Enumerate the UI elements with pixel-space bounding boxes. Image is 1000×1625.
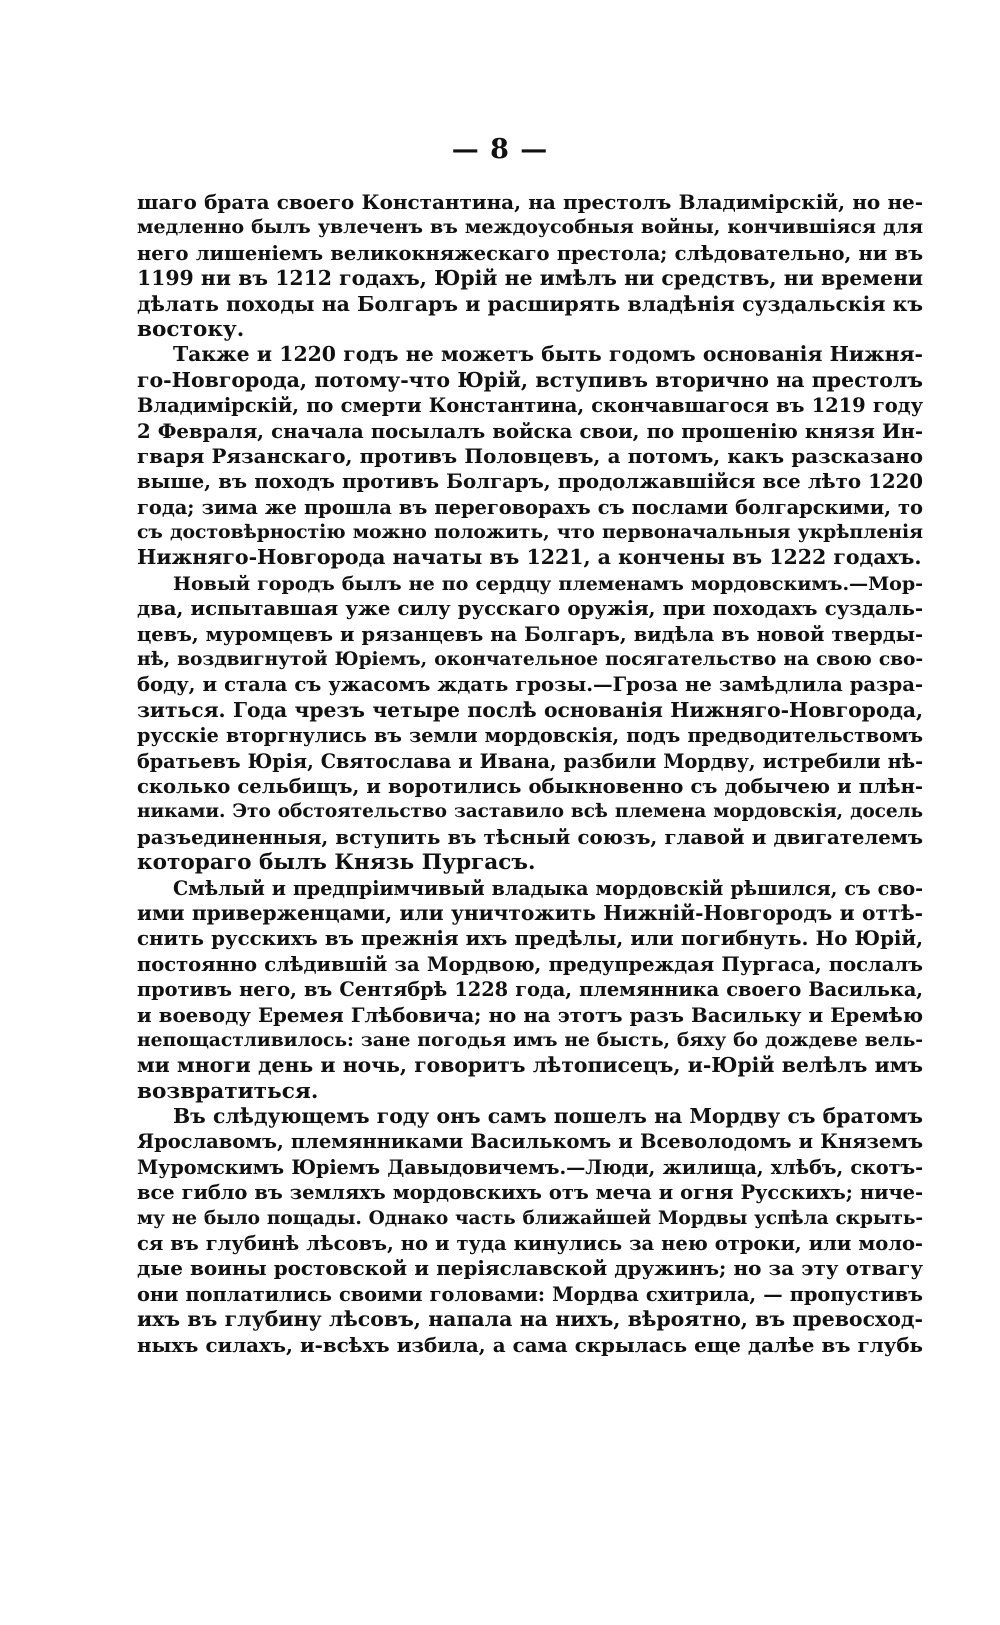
text-line: разъединенныя, вступить въ тѣсный союзъ, главой и двигателемъ <box>137 824 923 849</box>
text-line: сколько сельбищъ, и воротились обыкновенно съ добычею и плѣн- <box>137 774 923 798</box>
text-line: него лишеніемъ великокняжескаго престола; слѣдовательно, ни въ <box>137 241 923 265</box>
text-line: ми многи день и ночь, говоритъ лѣтописецъ, и-Юрій велѣлъ имъ <box>137 1053 923 1078</box>
text-line: гваря Рязанскаго, противъ Половцевъ, а потомъ, какъ разсказано <box>137 443 923 468</box>
text-line: востоку. <box>137 316 245 342</box>
text-line: шаго брата своего Константина, на престолъ Владимірскій, но не- <box>137 190 923 214</box>
text-line: снить русскихъ въ прежнія ихъ предѣлы, или погибнуть. Но Юрій, <box>137 926 923 951</box>
text-line: котораго былъ Князь Пургасъ. <box>137 850 536 876</box>
text-line: противъ него, въ Сентябрѣ 1228 года, племянника своего Василька, <box>137 978 923 1002</box>
text-line: го-Новгорода, потому-что Юрій, вступивъ вторично на престолъ <box>137 367 923 392</box>
text-line: ими приверженцами, или уничтожить Нижній-Новгородъ и оттѣ- <box>137 900 923 925</box>
text-line: русскіе вторгнулись въ земли мордовскія, подъ предводительствомъ <box>137 724 923 748</box>
text-line: и воеводу Еремея Глѣбовича; но на этотъ разъ Васильку и Еремѣю <box>137 1002 923 1027</box>
text-line: возвратиться. <box>137 1078 319 1104</box>
text-line: Въ слѣдующемъ году онъ самъ пошелъ на Мордву съ братомъ <box>173 1104 923 1129</box>
text-line: Новый городъ былъ не по сердцу племенамъ мордовскимъ.—Мор- <box>173 571 923 595</box>
text-line: братьевъ Юрія, Святослава и Ивана, разбили Мордву, истребили нѣ- <box>137 749 923 773</box>
text-line: цевъ, муромцевъ и рязанцевъ на Болгаръ, видѣла въ новой тверды- <box>137 622 923 646</box>
page-number: — 8 — <box>451 134 549 165</box>
text-line: года; зима же прошла въ переговорахъ съ послами болгарскими, то <box>137 495 923 519</box>
text-line: Смѣлый и предпріимчивый владыка мордовскій рѣшился, съ сво- <box>173 876 923 900</box>
text-line: Также и 1220 годъ не можетъ быть годомъ основанія Нижня- <box>173 342 923 367</box>
text-line: ныхъ силахъ, и-всѣхъ избила, а сама скрылась еще далѣе въ глубь <box>137 1332 923 1357</box>
text-line: зиться. Года чрезъ четыре послѣ основанія Нижняго-Новгорода, <box>137 697 923 722</box>
text-line: выше, въ походъ противъ Болгаръ, продолжавшійся все лѣто 1220 <box>137 469 923 494</box>
text-line: ся въ глубинѣ лѣсовъ, но и туда кинулись за нею отроки, или моло- <box>137 1232 923 1256</box>
text-line: они поплатились своими головами: Мордва схитрила, — пропустивъ <box>137 1282 923 1306</box>
text-line: Ярославомъ, племянниками Василькомъ и Всеволодомъ и Княземъ <box>137 1130 923 1154</box>
text-line: боду, и стала съ ужасомъ ждать грозы.—Гроза не замѣдлила разра- <box>137 673 923 697</box>
text-line: нѣ, воздвигнутой Юріемъ, окончательное посягательство на свою сво- <box>137 648 923 671</box>
text-line: съ достовѣрностію можно положить, что первоначальныя укрѣпленія <box>137 521 923 544</box>
text-line: ихъ въ глубину лѣсовъ, напала на нихъ, вѣроятно, въ превосход- <box>137 1307 923 1332</box>
text-line: никами. Это обстоятельство заставило всѣ племена мордовскія, досель <box>137 801 923 823</box>
text-line: му не было пощады. Однако часть ближайшей Мордвы успѣла скрыть- <box>137 1207 923 1229</box>
text-line: дые воины ростовской и періяславской дружинъ; но за эту отвагу <box>137 1256 923 1281</box>
text-line: непощастливилось: зане погодья имъ не бысть, бяху бо дождеве вель- <box>137 1028 923 1051</box>
text-line: медленно былъ увлеченъ въ междоусобныя войны, кончившіяся для <box>137 216 923 239</box>
text-line: дѣлать походы на Болгаръ и расширять владѣнія суздальскія къ <box>137 291 923 316</box>
text-line: Нижняго-Новгорода начаты въ 1221, а кончены въ 1222 годахъ. <box>137 545 922 570</box>
text-line: все гибло въ земляхъ мордовскихъ отъ меча и огня Русскихъ; ниче- <box>137 1181 923 1205</box>
text-line: 2 Февраля, сначала посылалъ войска свои, по прошенію князя Ин- <box>137 419 923 443</box>
body-text <box>137 190 923 1358</box>
text-line: постоянно слѣдившій за Мордвою, предупреждая Пургаса, послалъ <box>137 952 923 976</box>
text-line: Владимірскій, по смерти Константина, скончавшагося въ 1219 году <box>137 394 923 418</box>
text-line: Муромскимъ Юріемъ Давыдовичемъ.—Люди, жилища, хлѣбъ, скотъ- <box>137 1155 923 1179</box>
text-line: два, испытавшая уже силу русскаго оружія, при походахъ суздаль- <box>137 596 923 621</box>
text-line: 1199 ни въ 1212 годахъ, Юрій не имѣлъ ни средствъ, ни времени <box>137 266 923 291</box>
